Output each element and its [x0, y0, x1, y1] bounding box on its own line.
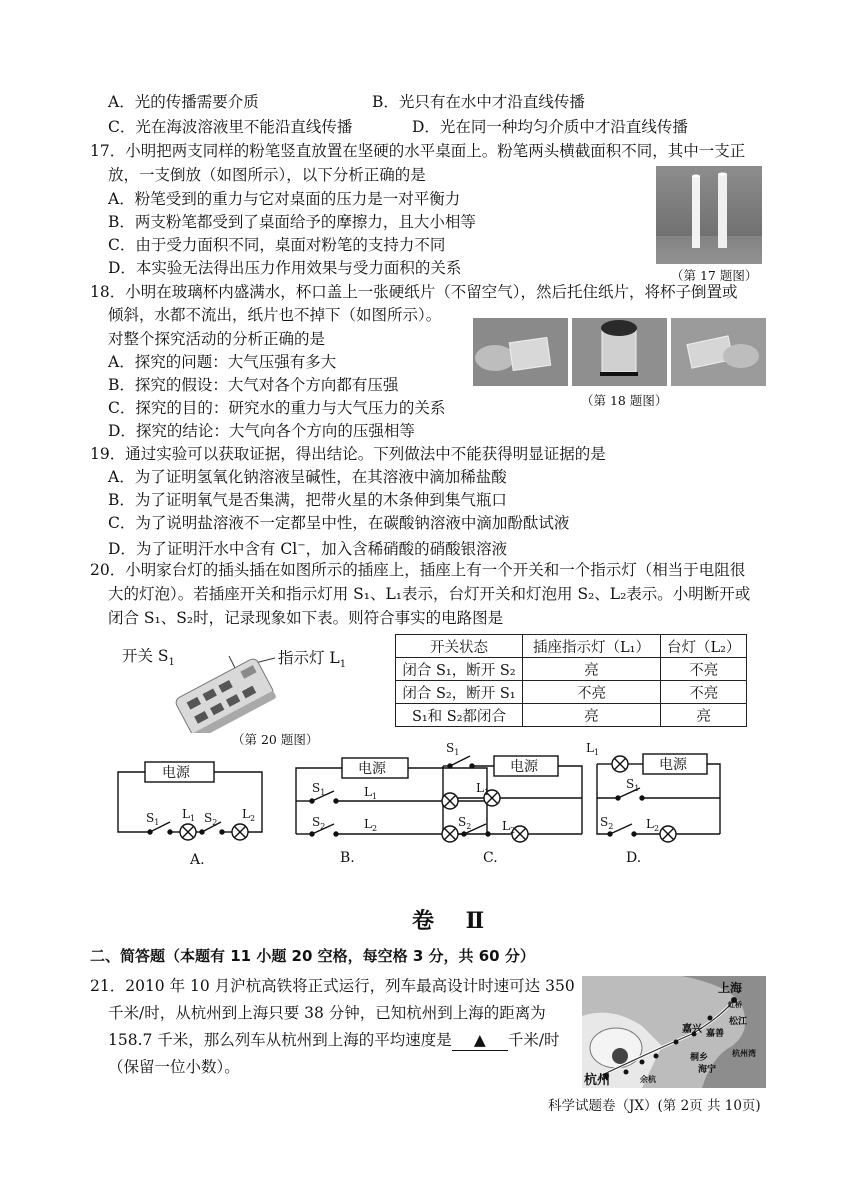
- page-footer: 科学试题卷（JX）(第 2页 共 10页): [548, 1098, 761, 1114]
- q18-option-c: C．探究的目的：研究水的重力与大气压力的关系: [108, 399, 446, 417]
- answer-blank[interactable]: ▲: [452, 1030, 508, 1051]
- table-row: [396, 704, 747, 727]
- table-cell: 不亮: [523, 681, 661, 704]
- circuit-c-s1-label: $S_1$: [446, 742, 460, 757]
- q18-option-d: D．探究的结论：大气向各个方向的压强相等: [108, 422, 415, 440]
- q18-caption: （第 18 题图）: [581, 393, 668, 408]
- circuit-b-l1-label: $L_1$: [364, 785, 378, 801]
- table-cell: 闭合 S₁，断开 S₂: [396, 658, 523, 681]
- q21-rail-map-image: [582, 976, 766, 1088]
- circuit-b-lamp-l2: [442, 826, 458, 842]
- circuit-option-b: B.: [340, 850, 355, 866]
- q16-option-b: B．光只有在水中才沿直线传播: [372, 93, 585, 111]
- map-label-haining: 海宁: [698, 1065, 717, 1075]
- map-label-jiaxing: 嘉兴: [682, 1024, 702, 1035]
- q17-chalk-photo: [656, 166, 762, 264]
- q18-photo-1: [473, 318, 568, 386]
- q19-option-b: B．为了证明氧气是否集满，把带火星的木条伸到集气瓶口: [108, 491, 507, 509]
- circuit-b-s2-label: $S_2$: [312, 815, 326, 831]
- table-cell: 亮: [523, 704, 661, 727]
- q17-option-a: A．粉笔受到的重力与它对桌面的压力是一对平衡力: [108, 190, 461, 208]
- q17-option-c: C．由于受力面积不同，桌面对粉笔的支持力不同: [108, 236, 446, 254]
- map-label-hangzhou: 杭州: [584, 1073, 611, 1088]
- map-label-hongqiao: 虹桥: [728, 1000, 742, 1009]
- q20-stem-line1: 20．小明家台灯的插头插在如图所示的插座上，插座上有一个开关和一个指示灯（相当于电阻很: [90, 561, 746, 579]
- q19-stem: 19．通过实验可以获取证据，得出结论。下列做法中不能获得明显证据的是: [90, 445, 606, 463]
- q20-switch-table: [395, 634, 747, 727]
- q21-stem-line3: 158.7 千米，那么列车从杭州到上海的平均速度是 ▲ 千米/时: [108, 1031, 560, 1049]
- q17-stem-line1: 17．小明把两支同样的粉笔竖直放置在坚硬的水平桌面上。粉笔两头横截面积不同，其中一支正: [90, 142, 746, 160]
- q18-option-b: B．探究的假设：大气对各个方向都有压强: [108, 376, 399, 394]
- q17-caption: （第 17 题图）: [671, 268, 758, 283]
- circuit-a-power-label: 电源: [162, 765, 190, 781]
- circuit-option-a: A.: [190, 852, 205, 868]
- q20-power-strip-image: [165, 648, 280, 733]
- map-label-jiashan: 嘉善: [706, 1029, 725, 1039]
- map-label-yuhang: 余杭: [640, 1074, 656, 1084]
- table-row: [396, 658, 747, 681]
- q20-stem-line2: 大的灯泡）。若插座开关和指示灯用 S₁、L₁表示，台灯开关和灯泡用 S₂、L₂表示。小明断开或: [108, 585, 751, 603]
- map-label-tongxiang: 桐乡: [690, 1053, 709, 1063]
- q18-photo-2: [572, 318, 667, 386]
- table-header-row: [396, 635, 747, 658]
- q17-option-d: D．本实验无法得出压力作用效果与受力面积的关系: [108, 259, 462, 277]
- table-cell: 不亮: [661, 681, 747, 704]
- circuit-a-l1-label: $L_1$: [182, 807, 196, 823]
- circuit-c-l1-label: $L_1$: [476, 781, 490, 797]
- circuit-d-power-label: 电源: [659, 757, 687, 773]
- q19-option-c: C．为了说明盐溶液不一定都呈中性，在碳酸钠溶液中滴加酚酞试液: [108, 514, 570, 532]
- map-label-hangzhou-bay: 杭州湾: [732, 1048, 756, 1058]
- section-title: 卷 Ⅱ: [412, 908, 497, 934]
- circuit-b-l2-label: $L_2$: [364, 817, 378, 833]
- table-cell: 闭合 S₂，断开 S₁: [396, 681, 523, 704]
- table-header-cell: 插座指示灯（L₁）: [523, 635, 661, 658]
- table-header-cell: 开关状态: [396, 635, 523, 658]
- q19-option-d: D．为了证明汗水中含有 Cl−，加入含稀硝酸的硝酸银溶液: [108, 540, 508, 559]
- q16-option-c: C．光在海波溶液里不能沿直线传播: [108, 118, 353, 136]
- q19-option-a: A．为了证明氢氧化钠溶液呈碱性，在其溶液中滴加稀盐酸: [108, 468, 507, 486]
- q17-option-b: B．两支粉笔都受到了桌面给予的摩擦力，且大小相等: [108, 213, 476, 231]
- table-cell: 亮: [523, 658, 661, 681]
- circuit-d-lamp-l1: [612, 756, 628, 772]
- q18-stem-line3: 对整个探究活动的分析正确的是: [108, 330, 326, 348]
- circuit-d-s2-label: $S_2$: [600, 815, 614, 831]
- circuit-a-s1-label: $S_1$: [146, 811, 160, 827]
- q21-stem-line2: 千米/时，从杭州到上海只要 38 分钟，已知杭州到上海的距离为: [108, 1004, 546, 1022]
- circuit-d-l1-label: $L_1$: [586, 742, 600, 757]
- circuit-c-power-label: 电源: [510, 759, 538, 775]
- map-label-songjiang: 松江: [729, 1017, 748, 1027]
- q17-stem-line2: 放，一支倒放（如图所示），以下分析正确的是: [108, 166, 426, 184]
- q18-photo-3: [671, 318, 766, 386]
- circuit-b-lamp-l1: [442, 793, 458, 809]
- circuit-d-s1-label: $S_1$: [626, 777, 640, 793]
- q18-stem-line1: 18．小明在玻璃杯内盛满水，杯口盖上一张硬纸片（不留空气），然后托住纸片，将杯子倒置或: [90, 283, 738, 301]
- q20-lamp-label: 指示灯 $L_1$: [278, 649, 347, 671]
- circuit-c-s2-label: $S_2$: [458, 815, 472, 831]
- q20-stem-line3: 闭合 S₁、S₂时，记录现象如下表。则符合事实的电路图是: [108, 609, 504, 627]
- circuit-b-power-label: 电源: [358, 761, 386, 777]
- section-heading: 二、简答题（本题有 11 小题 20 空格，每空格 3 分，共 60 分）: [90, 947, 535, 965]
- q20-caption: （第 20 题图）: [232, 732, 319, 747]
- q18-stem-line2: 倾斜，水都不流出，纸片也不掉下（如图所示）。: [108, 306, 442, 324]
- q21-stem-line4: （保留一位小数）。: [108, 1058, 240, 1076]
- circuit-b-s1-label: $S_1$: [312, 781, 326, 797]
- circuit-d-l2-label: $L_2$: [646, 817, 660, 833]
- table-cell: S₁和 S₂都闭合: [396, 704, 523, 727]
- table-cell: 亮: [661, 704, 747, 727]
- circuit-a-lamp-l2: [232, 824, 248, 840]
- circuit-d-lamp-l2: [660, 826, 676, 842]
- q21-stem-line1: 21．2010 年 10 月沪杭高铁将正式运行，列车最高设计时速可达 350: [90, 977, 575, 995]
- table-row: [396, 681, 747, 704]
- circuit-a-l2-label: $L_2$: [242, 807, 256, 823]
- map-label-shanghai: 上海: [718, 981, 743, 995]
- circuit-a-s2-label: $S_2$: [204, 811, 218, 827]
- table-header-cell: 台灯（L₂）: [661, 635, 747, 658]
- q20-circuit-diagrams: [0, 742, 860, 872]
- circuit-a-lamp-l1: [180, 824, 196, 840]
- table-cell: 不亮: [661, 658, 747, 681]
- circuit-c-l2-label: $L_2$: [502, 819, 516, 835]
- q18-option-a: A．探究的问题：大气压强有多大: [108, 353, 337, 371]
- q20-switch-label: 开关 $S_1$: [122, 647, 175, 669]
- q16-option-d: D．光在同一种均匀介质中才沿直线传播: [412, 118, 688, 136]
- q16-option-a: A．光的传播需要介质: [108, 93, 259, 111]
- circuit-option-d: D.: [626, 850, 642, 866]
- circuit-option-c: C.: [483, 850, 498, 866]
